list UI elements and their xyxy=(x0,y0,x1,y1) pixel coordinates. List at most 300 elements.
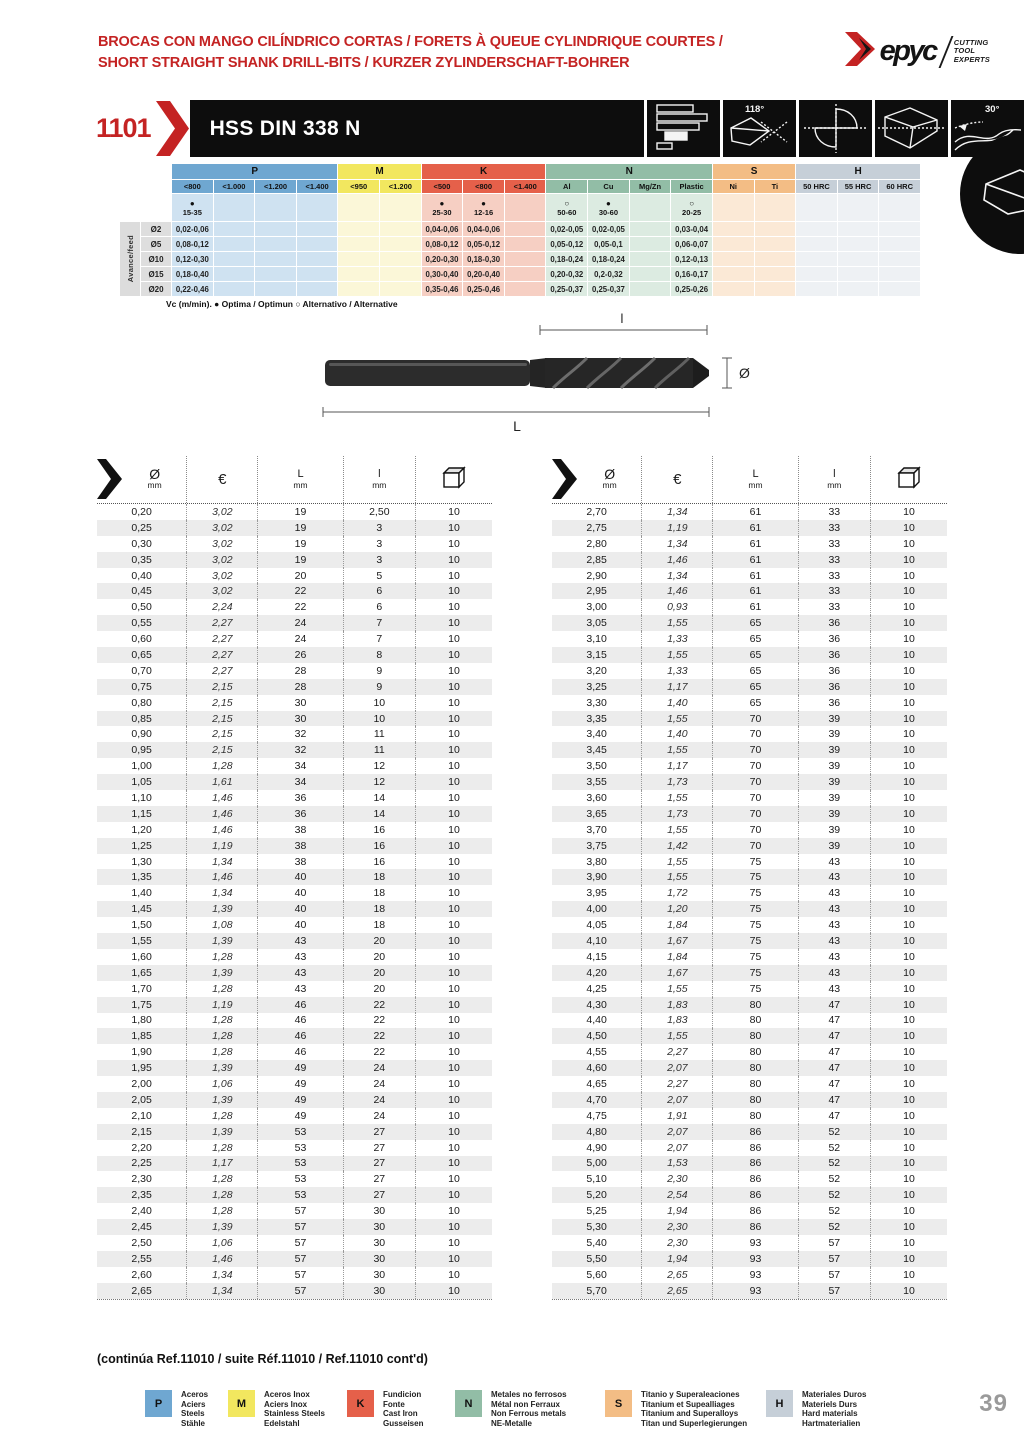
feed-value-cell xyxy=(505,282,546,296)
feed-value-cell xyxy=(380,237,421,251)
feed-value-cell xyxy=(879,222,920,236)
table-row xyxy=(97,599,492,615)
table-cell: 2,70 xyxy=(586,505,607,518)
table-cell: 33 xyxy=(798,520,870,536)
table-cell: 53 xyxy=(257,1187,342,1203)
col-header-length xyxy=(712,456,797,503)
table-cell: 65 xyxy=(712,615,797,631)
table-cell: 30 xyxy=(343,1235,415,1251)
diameter-unit: mm xyxy=(147,479,162,490)
table-cell: 10 xyxy=(415,1108,492,1124)
table-row xyxy=(552,917,947,933)
table-row xyxy=(97,854,492,870)
feed-value-cell xyxy=(713,282,754,296)
table-cell: 10 xyxy=(415,1076,492,1092)
table-cell: 7 xyxy=(343,615,415,631)
cutting-speed-cell xyxy=(297,194,338,221)
table-cell: 57 xyxy=(257,1283,342,1299)
table-cell: 3,90 xyxy=(586,871,607,884)
table-cell: 1,80 xyxy=(131,1014,152,1027)
table-cell: 65 xyxy=(712,695,797,711)
feed-value-cell xyxy=(755,282,796,296)
feed-value-cell xyxy=(879,252,920,266)
table-cell: 10 xyxy=(415,758,492,774)
table-cell: 3,60 xyxy=(586,791,607,804)
feed-value-cell xyxy=(838,282,879,296)
table-cell: 10 xyxy=(415,965,492,981)
table-cell: 1,46 xyxy=(186,806,257,822)
feed-value-cell xyxy=(505,222,546,236)
table-cell: 10 xyxy=(415,981,492,997)
table-cell: 10 xyxy=(870,1235,947,1251)
table-cell: 1,91 xyxy=(641,1108,712,1124)
table-cell: 43 xyxy=(798,854,870,870)
feed-value-cell xyxy=(630,252,671,266)
table-cell: 52 xyxy=(798,1124,870,1140)
feed-value-cell xyxy=(755,222,796,236)
page-title-line1: BROCAS CON MANGO CILÍNDRICO CORTAS / FORETS À QUEUE CYLINDRIQUE COURTES / xyxy=(98,34,723,50)
speed-subcol-header: 50 HRC xyxy=(796,180,837,193)
table-cell: 10 xyxy=(870,917,947,933)
table-cell: 43 xyxy=(257,933,342,949)
table-cell: 10 xyxy=(870,790,947,806)
drill-point-3d-icon xyxy=(875,100,948,157)
table-row xyxy=(552,1283,947,1299)
col-header-pack-qty xyxy=(870,456,947,503)
product-chevron-icon xyxy=(156,100,190,157)
table-cell: 39 xyxy=(798,806,870,822)
col-header-price xyxy=(641,456,712,503)
table-cell: 10 xyxy=(870,1108,947,1124)
speed-subcol-header: Al xyxy=(546,180,587,193)
feed-value-cell xyxy=(214,267,255,281)
product-ref: 1101 xyxy=(96,113,151,143)
table-cell: 2,50 xyxy=(343,504,415,520)
table-cell: 75 xyxy=(712,869,797,885)
table-cell: 2,27 xyxy=(641,1044,712,1060)
table-cell: 4,80 xyxy=(586,1125,607,1138)
table-row xyxy=(552,758,947,774)
table-cell: 2,54 xyxy=(641,1187,712,1203)
cutting-speed-cell xyxy=(255,194,296,221)
feed-value-cell xyxy=(713,252,754,266)
material-group-M: M xyxy=(338,164,420,179)
table-row xyxy=(97,822,492,838)
table-cell: 10 xyxy=(415,520,492,536)
table-cell: 8 xyxy=(343,647,415,663)
material-group-N: N xyxy=(546,164,711,179)
table-cell: 10 xyxy=(870,822,947,838)
table-row xyxy=(97,1013,492,1029)
table-cell: 20 xyxy=(343,965,415,981)
table-cell: 1,50 xyxy=(131,919,152,932)
table-row xyxy=(552,997,947,1013)
table-cell: 10 xyxy=(415,552,492,568)
table-row xyxy=(97,1267,492,1283)
speed-subcol-header: Cu xyxy=(588,180,629,193)
table-cell: 57 xyxy=(257,1219,342,1235)
table-row xyxy=(97,1140,492,1156)
legend-item-K xyxy=(347,1390,423,1428)
page-corner-tab-drill-icon xyxy=(960,134,1024,254)
table-cell: 4,30 xyxy=(586,998,607,1011)
table-cell: 1,39 xyxy=(186,1124,257,1140)
table-cell: 10 xyxy=(415,631,492,647)
table-cell: 1,94 xyxy=(641,1251,712,1267)
table-cell: 10 xyxy=(415,1251,492,1267)
table-cell: 10 xyxy=(415,1028,492,1044)
table-cell: 30 xyxy=(257,695,342,711)
diameter-label: Ø xyxy=(739,365,750,381)
table-cell: 27 xyxy=(343,1171,415,1187)
feed-value-cell: 0,35-0,46 xyxy=(422,282,463,296)
feed-value-cell xyxy=(796,222,837,236)
feed-value-cell xyxy=(879,282,920,296)
table-row xyxy=(552,1108,947,1124)
table-cell: 61 xyxy=(712,583,797,599)
table-cell: 2,65 xyxy=(641,1283,712,1299)
feed-value-cell: 0,06-0,07 xyxy=(671,237,712,251)
table-cell: 1,94 xyxy=(641,1203,712,1219)
table-cell: 2,95 xyxy=(586,585,607,598)
table-cell: 70 xyxy=(712,806,797,822)
table-cell: 10 xyxy=(415,695,492,711)
table-cell: 24 xyxy=(343,1076,415,1092)
table-cell: 52 xyxy=(798,1219,870,1235)
table-row xyxy=(552,885,947,901)
table-row xyxy=(552,1124,947,1140)
table-cell: 4,70 xyxy=(586,1093,607,1106)
table-cell: 33 xyxy=(798,504,870,520)
speed-note: Vc (m/min). ● Optima / Optimun ○ Alternativo / Alternative xyxy=(166,299,398,309)
diameter-row-label: Ø15 xyxy=(141,267,171,281)
table-cell: 2,30 xyxy=(131,1173,152,1186)
table-cell: 10 xyxy=(870,615,947,631)
legend-text-P: Aceros Aciers Steels Stähle xyxy=(181,1390,209,1428)
table-row xyxy=(552,679,947,695)
table-cell: 10 xyxy=(870,997,947,1013)
table-cell: 1,72 xyxy=(641,885,712,901)
table-cell: 57 xyxy=(798,1267,870,1283)
table-cell: 5,50 xyxy=(586,1252,607,1265)
table-row xyxy=(552,1171,947,1187)
table-cell: 1,28 xyxy=(186,758,257,774)
table-row xyxy=(97,1187,492,1203)
table-row xyxy=(552,838,947,854)
cutting-speed-cell xyxy=(755,194,796,221)
cutting-speed-cell xyxy=(879,194,920,221)
table-cell: 1,39 xyxy=(186,965,257,981)
feed-value-cell xyxy=(505,267,546,281)
brand-tagline xyxy=(954,39,990,65)
table-cell: 1,28 xyxy=(186,1187,257,1203)
feed-value-cell xyxy=(297,282,338,296)
table-cell: 4,10 xyxy=(586,934,607,947)
table-cell: 0,85 xyxy=(131,712,152,725)
table-cell: 0,25 xyxy=(131,521,152,534)
table-cell: 39 xyxy=(798,742,870,758)
table-cell: 1,19 xyxy=(186,997,257,1013)
table-cell: 10 xyxy=(415,536,492,552)
table-cell: 2,15 xyxy=(186,711,257,727)
col-header-price xyxy=(186,456,257,503)
feed-axis-label: Avance/feed xyxy=(120,222,140,296)
table-cell: 0,50 xyxy=(131,601,152,614)
feed-value-cell: 0,16-0,17 xyxy=(671,267,712,281)
table-cell: 18 xyxy=(343,917,415,933)
table-cell: 1,46 xyxy=(641,583,712,599)
table-cell: 2,20 xyxy=(131,1141,152,1154)
table-cell: 52 xyxy=(798,1171,870,1187)
table-cell: 1,34 xyxy=(186,885,257,901)
table-cell: 14 xyxy=(343,806,415,822)
table-cell: 2,80 xyxy=(586,537,607,550)
table-cell: 30 xyxy=(257,711,342,727)
table-cell: 1,45 xyxy=(131,903,152,916)
table-cell: 0,65 xyxy=(131,648,152,661)
table-cell: 5 xyxy=(343,568,415,584)
table-cell: 33 xyxy=(798,568,870,584)
speed-subcol-header: 55 HRC xyxy=(838,180,879,193)
table-cell: 86 xyxy=(712,1187,797,1203)
table-cell: 10 xyxy=(415,615,492,631)
table-cell: 93 xyxy=(712,1283,797,1299)
table-cell: 1,70 xyxy=(131,982,152,995)
table-cell: 10 xyxy=(343,711,415,727)
table-row xyxy=(552,615,947,631)
speed-subcol-header: <500 xyxy=(422,180,463,193)
table-cell: 1,19 xyxy=(186,838,257,854)
cutting-speed-cell: ● 12-16 xyxy=(463,194,504,221)
speed-subcol-header: <1.400 xyxy=(297,180,338,193)
table-cell: 57 xyxy=(798,1283,870,1299)
feed-value-cell: 0,20-0,40 xyxy=(463,267,504,281)
table-cell: 3,05 xyxy=(586,617,607,630)
cutting-speed-cell xyxy=(505,194,546,221)
table-cell: 86 xyxy=(712,1140,797,1156)
table-cell: 57 xyxy=(798,1251,870,1267)
table-row xyxy=(97,583,492,599)
table-cell: 2,15 xyxy=(186,742,257,758)
table-cell: 38 xyxy=(257,854,342,870)
table-row xyxy=(97,695,492,711)
table-cell: 2,55 xyxy=(131,1252,152,1265)
table-cell: 47 xyxy=(798,1060,870,1076)
table-cell: 5,20 xyxy=(586,1189,607,1202)
table-cell: 9 xyxy=(343,663,415,679)
table-cell: 11 xyxy=(343,726,415,742)
table-cell: 70 xyxy=(712,726,797,742)
table-cell: 10 xyxy=(415,1235,492,1251)
table-cell: 22 xyxy=(257,599,342,615)
feed-value-cell xyxy=(796,282,837,296)
table-cell: 10 xyxy=(415,885,492,901)
feed-value-cell xyxy=(297,267,338,281)
table-cell: 18 xyxy=(343,901,415,917)
table-row xyxy=(552,981,947,997)
table-cell: 10 xyxy=(415,726,492,742)
table-cell: 10 xyxy=(870,520,947,536)
table-cell: 1,85 xyxy=(131,1030,152,1043)
table-cell: 61 xyxy=(712,568,797,584)
brand-chevron-icon xyxy=(844,30,878,73)
table-cell: 4,90 xyxy=(586,1141,607,1154)
euro-symbol: € xyxy=(673,471,682,488)
table-cell: 5,60 xyxy=(586,1268,607,1281)
legend-key-M: M xyxy=(228,1390,255,1417)
table-row xyxy=(552,806,947,822)
price-table-body xyxy=(552,504,947,1299)
table-cell: 10 xyxy=(415,838,492,854)
table-cell: 39 xyxy=(798,822,870,838)
table-row xyxy=(552,583,947,599)
table-cell: 1,84 xyxy=(641,949,712,965)
table-row xyxy=(97,869,492,885)
legend-item-M xyxy=(228,1390,325,1428)
table-cell: 10 xyxy=(415,568,492,584)
table-cell: 38 xyxy=(257,838,342,854)
table-cell: 43 xyxy=(798,869,870,885)
diameter-row-label: Ø10 xyxy=(141,252,171,266)
legend-text-S: Titanio y Superaleaciones Titanium et Supealliages Titanium and Superalloys Titan und Superlegierungen xyxy=(641,1390,748,1428)
table-cell: 43 xyxy=(257,949,342,965)
table-cell: 36 xyxy=(798,679,870,695)
table-cell: 10 xyxy=(870,1203,947,1219)
table-cell: 3,20 xyxy=(586,664,607,677)
table-cell: 20 xyxy=(343,981,415,997)
table-cell: 14 xyxy=(343,790,415,806)
table-cell: 1,55 xyxy=(641,1028,712,1044)
table-cell: 1,15 xyxy=(131,807,152,820)
table-cell: 10 xyxy=(870,711,947,727)
table-cell: 75 xyxy=(712,965,797,981)
continuation-note: (continúa Ref.11010 / suite Réf.11010 / Ref.11010 cont'd) xyxy=(97,1352,428,1366)
table-cell: 10 xyxy=(870,854,947,870)
feed-value-cell xyxy=(630,222,671,236)
feed-value-cell xyxy=(255,282,296,296)
table-cell: 1,53 xyxy=(641,1156,712,1172)
table-row xyxy=(97,520,492,536)
table-cell: 43 xyxy=(798,917,870,933)
cutting-speed-cell xyxy=(630,194,671,221)
feed-value-cell: 0,2-0,32 xyxy=(588,267,629,281)
legend-key-K: K xyxy=(347,1390,374,1417)
table-cell: 49 xyxy=(257,1108,342,1124)
package-qty-icon xyxy=(440,465,468,495)
length-unit: mm xyxy=(748,479,763,490)
table-cell: 10 xyxy=(870,1283,947,1299)
table-cell: 10 xyxy=(415,1124,492,1140)
table-cell: 30 xyxy=(343,1219,415,1235)
table-cell: 10 xyxy=(870,949,947,965)
table-cell: 2,15 xyxy=(186,726,257,742)
table-cell: 9 xyxy=(343,679,415,695)
table-cell: 10 xyxy=(415,933,492,949)
feed-value-cell xyxy=(755,267,796,281)
table-cell: 3,50 xyxy=(586,760,607,773)
table-cell: 80 xyxy=(712,1060,797,1076)
table-row xyxy=(552,536,947,552)
table-cell: 57 xyxy=(257,1235,342,1251)
feed-value-cell: 0,05-0,12 xyxy=(463,237,504,251)
table-cell: 4,55 xyxy=(586,1046,607,1059)
diameter-row-label: Ø2 xyxy=(141,222,171,236)
table-cell: 2,50 xyxy=(131,1236,152,1249)
table-row xyxy=(97,631,492,647)
table-row xyxy=(552,1076,947,1092)
table-cell: 10 xyxy=(415,711,492,727)
price-table-right xyxy=(552,456,947,1300)
euro-symbol: € xyxy=(218,471,227,488)
table-cell: 10 xyxy=(415,774,492,790)
table-cell: 52 xyxy=(798,1156,870,1172)
price-table-header xyxy=(97,456,492,504)
table-cell: 10 xyxy=(415,583,492,599)
table-cell: 86 xyxy=(712,1203,797,1219)
table-cell: 24 xyxy=(343,1108,415,1124)
table-cell: 2,25 xyxy=(131,1157,152,1170)
table-cell: 0,70 xyxy=(131,664,152,677)
feed-value-cell xyxy=(838,222,879,236)
table-cell: 80 xyxy=(712,1044,797,1060)
table-cell: 53 xyxy=(257,1140,342,1156)
table-cell: 1,40 xyxy=(641,726,712,742)
feed-value-cell: 0,05-0,1 xyxy=(588,237,629,251)
table-cell: 4,75 xyxy=(586,1109,607,1122)
table-row xyxy=(552,599,947,615)
table-cell: 1,28 xyxy=(186,949,257,965)
table-cell: 1,40 xyxy=(131,887,152,900)
table-cell: 47 xyxy=(798,997,870,1013)
table-cell: 1,17 xyxy=(641,679,712,695)
table-cell: 39 xyxy=(798,711,870,727)
table-cell: 28 xyxy=(257,679,342,695)
table-row xyxy=(97,790,492,806)
table-cell: 10 xyxy=(870,981,947,997)
table-cell: 1,42 xyxy=(641,838,712,854)
feed-value-cell xyxy=(214,222,255,236)
table-cell: 3 xyxy=(343,520,415,536)
table-cell: 1,28 xyxy=(186,1171,257,1187)
table-cell: 27 xyxy=(343,1124,415,1140)
table-row xyxy=(552,1235,947,1251)
feed-value-cell xyxy=(338,252,379,266)
table-cell: 47 xyxy=(798,1092,870,1108)
table-cell: 46 xyxy=(257,1013,342,1029)
table-cell: 1,25 xyxy=(131,839,152,852)
table-cell: 10 xyxy=(870,1187,947,1203)
table-cell: 1,55 xyxy=(131,934,152,947)
table-cell: 10 xyxy=(870,1044,947,1060)
table-cell: 39 xyxy=(798,726,870,742)
table-cell: 5,40 xyxy=(586,1236,607,1249)
table-row xyxy=(552,1156,947,1172)
table-cell: 1,75 xyxy=(131,998,152,1011)
table-cell: 1,55 xyxy=(641,790,712,806)
feed-value-cell xyxy=(255,222,296,236)
feed-value-cell xyxy=(755,237,796,251)
table-cell: 3,02 xyxy=(186,504,257,520)
table-cell: 10 xyxy=(415,869,492,885)
table-row xyxy=(97,1171,492,1187)
table-row xyxy=(552,949,947,965)
table-cell: 10 xyxy=(415,599,492,615)
table-cell: 3,25 xyxy=(586,680,607,693)
table-cell: 10 xyxy=(415,1044,492,1060)
table-cell: 10 xyxy=(870,838,947,854)
table-cell: 43 xyxy=(257,981,342,997)
table-cell: 10 xyxy=(415,917,492,933)
